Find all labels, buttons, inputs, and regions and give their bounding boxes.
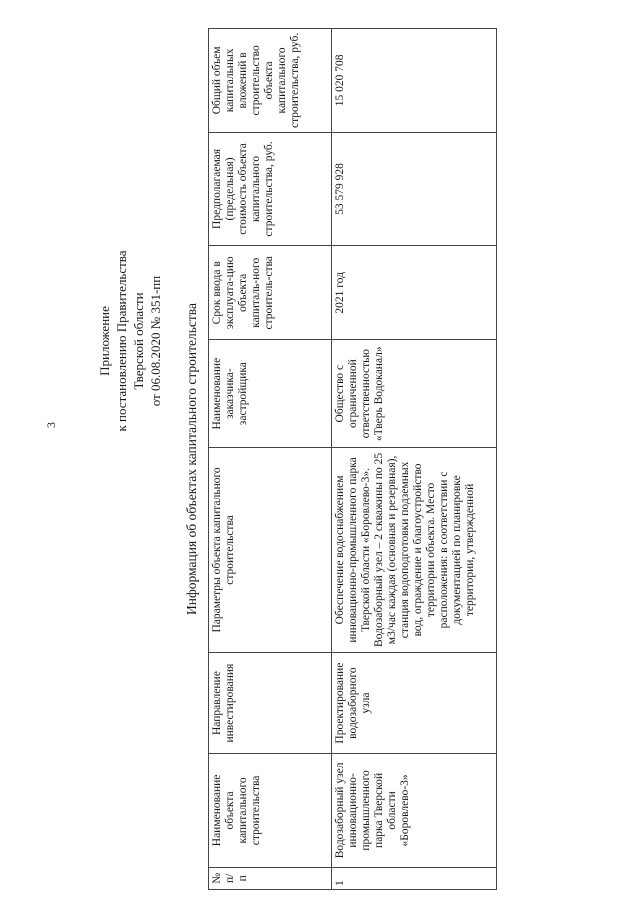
header-customer: Наименование заказчика-застройщика bbox=[209, 340, 332, 447]
objects-table bbox=[208, 28, 497, 890]
appendix-line-1: Приложение bbox=[97, 306, 112, 376]
page-number: 3 bbox=[44, 422, 58, 428]
cell-direction: Проектирование водозаборного узла bbox=[332, 653, 497, 754]
header-investment: Общий объем капитальных вложений в строительство объекта капитального строительства, руб. bbox=[209, 29, 332, 133]
cell-customer: Общество с ограниченной ответственностью «Тверь Водоканал» bbox=[332, 340, 497, 447]
table-row bbox=[332, 29, 497, 890]
header-object-name: Наименование объекта капитального строительства bbox=[209, 754, 332, 867]
header-cost: Предполагаемая (предельная) стоимость объекта капитального строительства, руб. bbox=[209, 132, 332, 245]
cell-object-name: Водозаборный узел инновационно-промышленного парка Тверской области «Боровлево-3» bbox=[332, 754, 497, 867]
table-header-row bbox=[209, 29, 332, 890]
cell-number: 1 bbox=[332, 867, 497, 889]
header-parameters: Параметры объекта капитального строительства bbox=[209, 447, 332, 652]
cell-deadline: 2021 год bbox=[332, 246, 497, 340]
header-number: № п/п bbox=[209, 867, 332, 889]
header-deadline: Срок ввода в эксплуата-цию объекта капиталь-ного строитель-ства bbox=[209, 246, 332, 340]
header-direction: Направление инвестирования bbox=[209, 653, 332, 754]
appendix-line-3: Тверской области bbox=[131, 292, 146, 390]
cell-cost: 53 579 928 bbox=[332, 132, 497, 245]
appendix-line-2: к постановлению Правительства bbox=[114, 250, 129, 432]
appendix-block bbox=[96, 206, 164, 476]
cell-parameters: Обеспечение водоснабжением инновационно-промышленного парка Тверской области «Боровлево-3». Водозаборный узел – 2 скважины по 25 м3/час каждая (основная и резервная), станция водоподготовки подземных вод, ограждение и благоустройство территории объекта. Место расположения: в соответствии с документацией по планировке территории, утвержденной bbox=[332, 447, 497, 652]
document-sheet bbox=[96, 28, 606, 890]
document-title: Информация об объектах капитального строительства bbox=[184, 303, 199, 615]
appendix-line-4: от 06.08.2020 № 351-пп bbox=[148, 275, 163, 407]
cell-investment: 15 020 708 bbox=[332, 29, 497, 133]
